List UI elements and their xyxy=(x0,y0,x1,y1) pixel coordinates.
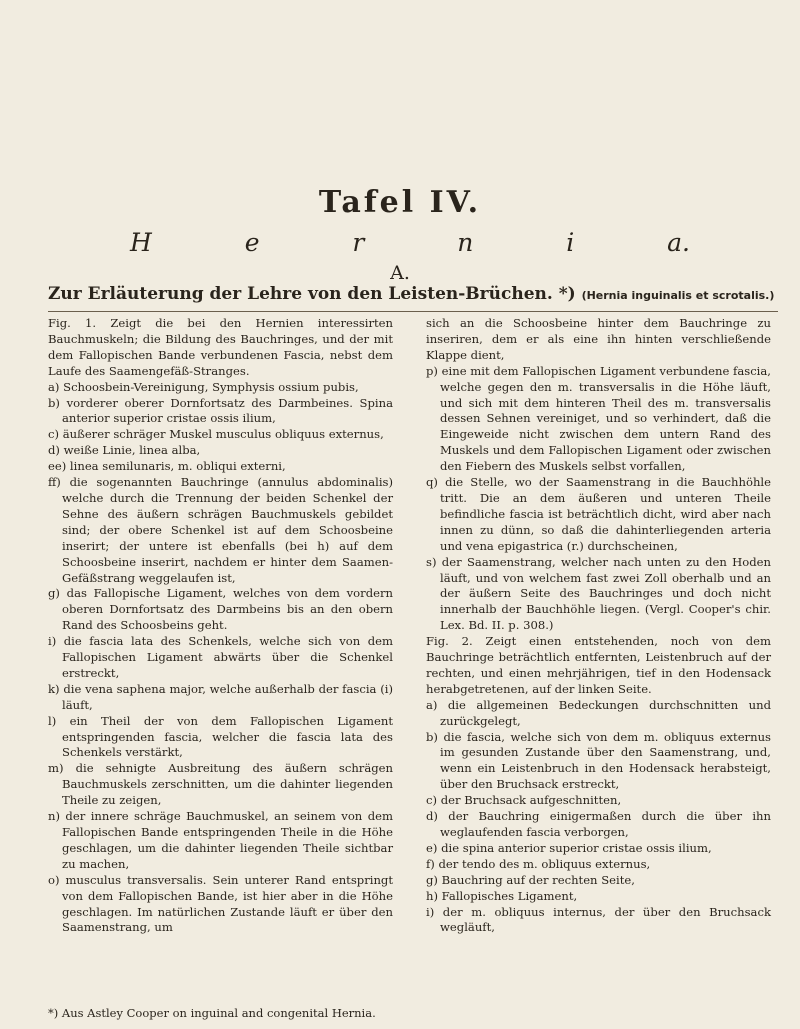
list-item: n) der innere schräge Bauchmuskel, an seinem von dem Fallopischen Bande entspringenden Theile in die Höhe geschlagen, um die dahinter liegenden Theile sichtbar zu machen, xyxy=(48,809,393,871)
list-item: p) eine mit dem Fallopischen Ligament verbundene fascia, welche gegen den m. transversalis in die Höhe läuft, und sich mit dem hinteren Theil des m. transversalis dessen Sehnen vereiniget, und so verhindert, daß die Eingeweide nicht zwischen dem untern Rand des Muskels und dem Fallopischen Ligament oder zwischen den Fiebern des Muskels selbst vorfallen, xyxy=(426,363,771,474)
list-item: ff) die sogenannten Bauchringe (annulus abdominalis) welche durch die Trennung der beiden Schenkel der Sehne des äußern schrägen Bauchmuskels gebildet sind; der obere Schenkel ist auf dem Schoosbeine inserirt; der untere ist ebenfalls (bei h) auf dem Schoosbeine inserirt, nachdem er hinter dem Saamen-Gefäßstrang weggelaufen ist, xyxy=(48,475,393,585)
plate-subtitle-hernia xyxy=(130,228,690,257)
list-item: q) die Stelle, wo der Saamenstrang in die Bauchhöhle tritt. Die an dem äußeren und unteren Theile befindliche fascia ist beträchtlich dicht, wird aber nach innen zu dünn, so daß die dahinterliegenden arteria und vena epigastrica (r.) durchscheinen, xyxy=(426,475,771,553)
list-item: b) die fascia, welche sich von dem m. obliquus externus im gesunden Zustande über den Saamenstrang, und, wenn ein Leistenbruch in den Hodensack herabsteigt, über den Bruchsack erstreckt, xyxy=(426,729,771,792)
section-heading xyxy=(48,284,778,304)
list-item: h) Fallopisches Ligament, xyxy=(426,888,578,903)
hernia-letter: i xyxy=(566,228,575,257)
list-item: ee) linea semilunaris, m. obliqui externi, xyxy=(48,459,286,474)
hernia-letter: a. xyxy=(667,228,690,257)
list-item: c) der Bruchsack aufgeschnitten, xyxy=(426,793,622,808)
list-item: m) die sehnigte Ausbreitung des äußern schrägen Bauchmuskels zerschnitten, um die dahinter liegenden Theile zu zeigen, xyxy=(48,761,393,808)
list-item: g) das Fallopische Ligament, welches von dem vordern oberen Dornfortsatz des Darmbeins bis an den obern Rand des Schoosbeins geht. xyxy=(48,586,393,633)
hernia-letter: n xyxy=(457,228,474,257)
section-letter: A. xyxy=(390,262,410,284)
list-item: d) der Bauchring einigermaßen durch die über ihn weglaufenden fascia verborgen, xyxy=(426,809,771,839)
list-item: e) die spina anterior superior cristae ossis ilium, xyxy=(426,840,712,855)
list-item: a) die allgemeinen Bedeckungen durchschnitten und zurückgelegt, xyxy=(426,697,771,728)
list-item: b) vorderer oberer Dornfortsatz des Darmbeines. Spina anterior superior cristae ossis ilium, xyxy=(48,395,393,426)
plate-title: Tafel IV. xyxy=(318,185,482,220)
hernia-letter: H xyxy=(130,228,152,257)
heading-divider xyxy=(48,311,778,312)
hernia-letter: e xyxy=(244,228,260,257)
heading-latin: (Hernia inguinalis et scrotalis.) xyxy=(581,289,775,302)
footnote: *) Aus Astley Cooper on inguinal and congenital Hernia. xyxy=(48,1006,376,1020)
list-item: i) der m. obliquus internus, der über den Bruchsack wegläuft, xyxy=(426,904,771,935)
heading-german: Zur Erläuterung der Lehre von den Leisten-Brüchen. *) xyxy=(48,284,576,304)
continuation-text: sich an die Schoosbeine hinter dem Bauchringe zu inseriren, dem er als eine ihn hinten verschließende Klappe dient, xyxy=(426,316,771,362)
left-column xyxy=(48,316,393,936)
list-item: l) ein Theil der von dem Fallopischen Ligament entspringenden fascia, welcher die fascia lata des Schenkels verstärkt, xyxy=(48,713,393,760)
list-item: c) äußerer schräger Muskel musculus obliquus externus, xyxy=(48,427,384,442)
list-item: s) der Saamenstrang, welcher nach unten zu den Hoden läuft, und von welchem fast zwei Zoll oberhalb und an der äußern Seite des Bauchringes und doch nicht innerhalb der Bauchhöhle liegen. (Vergl. Cooper's chir. Lex. Bd. II. p. 308.) xyxy=(426,554,771,633)
list-item: f) der tendo des m. obliquus externus, xyxy=(426,856,651,871)
fig2-intro: Fig. 2. Zeigt einen entstehenden, noch von dem Bauchringe beträchtlich entfernten, Leistenbruch auf der rechten, und einen mehrjährigen, tief in den Hodensack herabgetretenen, auf der linken Seite. xyxy=(426,634,771,696)
list-item: i) die fascia lata des Schenkels, welche sich von dem Fallopischen Ligament abwärts über die Schenkel erstreckt, xyxy=(48,634,393,680)
list-item: g) Bauchring auf der rechten Seite, xyxy=(426,872,635,887)
list-item: a) Schoosbein-Vereinigung, Symphysis ossium pubis, xyxy=(48,379,359,394)
list-item: o) musculus transversalis. Sein unterer Rand entspringt von dem Fallopischen Bande, ist hier aber in die Höhe geschlagen. Im natürlichen Zustande läuft er über den Saamenstrang, um xyxy=(48,872,393,935)
fig1-intro: Fig. 1. Zeigt die bei den Hernien interessirten Bauchmuskeln; die Bildung des Bauchringes, und der mit dem Fallopischen Bande verbundenen Fascia, nebst dem Laufe des Saamengefäß-Stranges. xyxy=(48,316,393,378)
hernia-letter: r xyxy=(352,228,365,257)
right-column xyxy=(426,316,771,936)
list-item: d) weiße Linie, linea alba, xyxy=(48,443,201,458)
list-item: k) die vena saphena major, welche außerhalb der fascia (i) läuft, xyxy=(48,681,393,712)
